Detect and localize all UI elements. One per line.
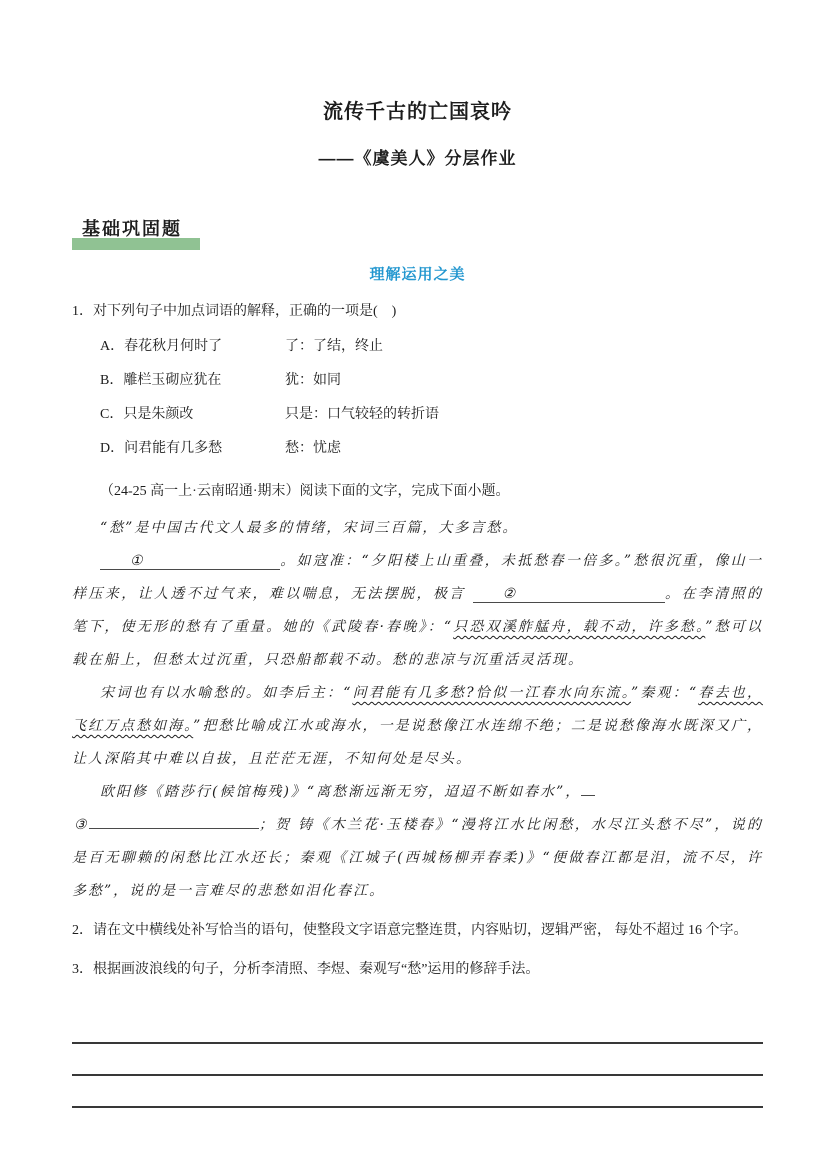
answer-line-3[interactable] xyxy=(72,1076,763,1108)
option-b-phrase xyxy=(100,364,285,398)
question-2-text: 2．请在文中横线处补写恰当的语句，使整段文字语意完整连贯，内容贴切，逻辑严密， 每处不超过 16 个字。 xyxy=(72,923,748,938)
passage-p1-text-2: 。在李清照的笔下，使无形的愁有了重量。她的《武陵春·春晚》：“ xyxy=(72,586,764,635)
fill-blank-3-start[interactable] xyxy=(581,780,595,796)
fill-blank-3-label: ③ xyxy=(74,817,89,833)
option-b-gloss: 犹：如同 xyxy=(285,373,341,388)
option-a xyxy=(100,330,763,364)
fill-blank-1-label: ① xyxy=(130,553,145,569)
passage-paragraph-2 xyxy=(72,677,763,776)
passage-intro: “愁”是中国古代文人最多的情绪，宋词三百篇，大多言愁。 xyxy=(100,520,519,536)
source-note: （24-25 高一上·云南昭通·期末）阅读下面的文字，完成下面小题。 xyxy=(100,484,510,499)
option-a-label: A． xyxy=(100,339,125,354)
fill-blank-3[interactable] xyxy=(89,813,259,829)
section-header-label: 基础巩固题 xyxy=(82,219,182,239)
option-c-gloss: 只是：口气较轻的转折语 xyxy=(285,407,439,422)
option-b xyxy=(100,364,763,398)
passage-p3-intro-text: 欧阳修《踏莎行(候馆梅残)》“离愁渐远渐无穷，迢迢不断如春水”， xyxy=(100,784,582,800)
passage-p1-text-1: 。如寇准：“夕阳楼上山重叠，未抵愁春一倍多。”愁很沉重，像山一样压来，让人透不过气来，难以喘息，无法摆脱，极言 xyxy=(72,553,763,602)
reading-passage xyxy=(72,512,763,908)
wavy-quote-liyu: 问君能有几多愁?恰似一江春水向东流。 xyxy=(352,685,631,701)
page-subtitle: ——《虞美人》分层作业 xyxy=(318,149,517,168)
wavy-quote-liqingzhao: 只恐双溪舴艋舟，载不动，许多愁。 xyxy=(453,619,706,635)
option-b-text: 雕栏玉砌应犹在 xyxy=(123,373,222,388)
option-c-label: C． xyxy=(100,407,124,422)
option-c-text: 只是朱颜改 xyxy=(123,407,194,422)
section-header-basic-consolidation xyxy=(72,215,186,243)
answer-line-1[interactable] xyxy=(72,1012,763,1044)
answer-area xyxy=(72,1012,763,1108)
option-d-label: D． xyxy=(100,441,125,456)
option-b-label: B． xyxy=(100,373,124,388)
question-3-text: 3．根据画波浪线的句子，分析李清照、李煜、秦观写“愁”运用的修辞手法。 xyxy=(72,962,540,977)
passage-paragraph-3 xyxy=(72,809,763,908)
passage-p3-text-1: ；贺 铸《木兰花·玉楼春》“漫将江水比闲愁，水尽江头愁不尽”，说的是百无聊赖的闲愁比江水还长；秦观《江城子(西城杨柳弄春柔)》“便做春江都是泪，流不尽，许多愁”，说的是一言难尽的悲愁如泪化春江。 xyxy=(72,817,763,899)
passage-p2-text-1: 宋词也有以水喻愁的。如李后主：“ xyxy=(100,685,353,701)
passage-paragraph-1 xyxy=(72,545,763,677)
passage-p2-text-3: ”把愁比喻成江水或海水，一是说愁像江水连绵不绝；二是说愁像海水既深又广，让人深陷其中难以自拔，且茫茫无涯，不知何处是尽头。 xyxy=(72,718,764,767)
fill-blank-1[interactable] xyxy=(100,554,280,570)
subsection-title: 理解运用之美 xyxy=(369,266,466,283)
option-d-phrase xyxy=(100,432,285,466)
option-a-gloss: 了：了结，终止 xyxy=(285,339,383,354)
section-highlight-bar xyxy=(72,238,200,250)
option-d-gloss: 愁：忧虑 xyxy=(285,441,341,456)
wavy-quote-qinguan: 春去也，飞红万点愁如海。 xyxy=(72,685,763,734)
fill-blank-2-label: ② xyxy=(502,586,518,602)
answer-line-2[interactable] xyxy=(72,1044,763,1076)
option-c xyxy=(100,398,763,432)
option-a-phrase xyxy=(100,330,285,364)
question-1-stem: 1．对下列句子中加点词语的解释，正确的一项是( ) xyxy=(72,304,397,319)
option-d-text: 问君能有几多愁 xyxy=(124,441,223,456)
question-1-options xyxy=(72,330,763,466)
option-a-text: 春花秋月何时了 xyxy=(124,339,223,354)
option-d xyxy=(100,432,763,466)
passage-p1-text-3: ”愁可以载在船上，但愁太过沉重，只恐船都载不动。愁的悲凉与沉重活灵活现。 xyxy=(72,619,763,668)
page-title: 流传千古的亡国哀吟 xyxy=(323,101,512,123)
fill-blank-2[interactable] xyxy=(473,587,665,603)
passage-p2-text-2: ”秦观：“ xyxy=(630,685,699,701)
passage-paragraph-3-intro xyxy=(72,776,763,809)
option-c-phrase xyxy=(100,398,285,432)
